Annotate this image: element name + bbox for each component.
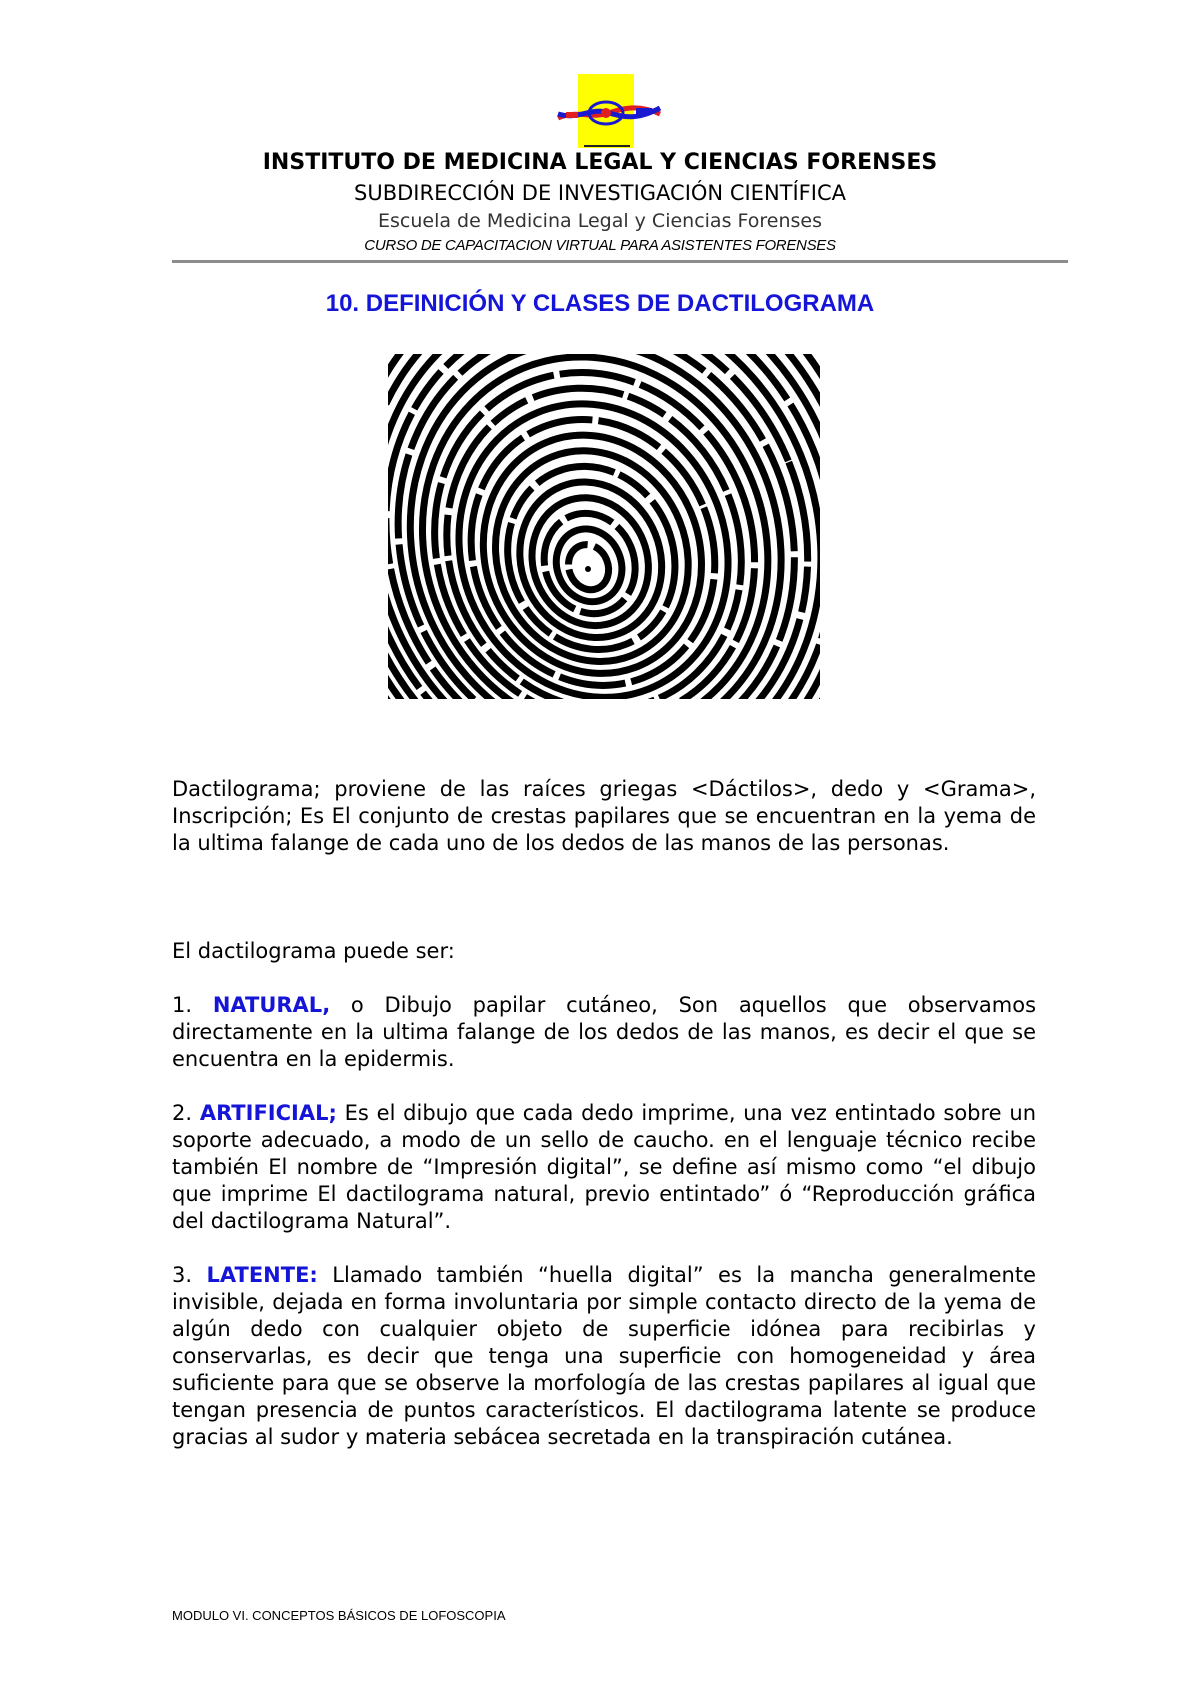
item-text: o Dibujo papilar cutáneo, Son aquellos que observamos directamente en la ultima falange de los dedos de las manos, es decir el que se encuentra en la epidermis. bbox=[172, 993, 1037, 1071]
item-number: 3. bbox=[172, 1263, 207, 1287]
item-number: 1. bbox=[172, 993, 213, 1017]
page-footer: MODULO VI. CONCEPTOS BÁSICOS DE LOFOSCOPIA bbox=[172, 1608, 506, 1623]
course-name: CURSO DE CAPACITACION VIRTUAL PARA ASISTENTES FORENSES bbox=[364, 237, 836, 254]
item-text: Es el dibujo que cada dedo imprime, una vez entintado sobre un soporte adecuado, a modo de un sello de caucho. en el lenguaje técnico recibe también El nombre de “Impresión digital”, se define así mismo como “el dibujo que imprime El dactilograma natural, previo entintado” ó “Reproducción gráfica del dactilograma Natural”. bbox=[172, 1101, 1037, 1233]
institute-name: INSTITUTO DE MEDICINA LEGAL Y CIENCIAS FORENSES bbox=[262, 150, 938, 175]
definition-paragraph: Dactilograma; proviene de las raíces griegas <Dáctilos>, dedo y <Grama>, Inscripción; Es El conjunto de crestas papilares que se encuentran en la yema de la ultima falange de cada uno de los dedos de las manos de las personas. bbox=[172, 777, 1036, 855]
institute-eye-logo-icon bbox=[556, 74, 662, 150]
item-term: ARTIFICIAL; bbox=[199, 1101, 337, 1125]
item-term: LATENTE: bbox=[206, 1263, 318, 1287]
item-text: Llamado también “huella digital” es la mancha generalmente invisible, dejada en forma involuntaria por simple contacto directo de la yema de algún dedo con cualquier objeto de superficie idónea para recibirlas y conservarlas, es decir que tenga una superficie con homogeneidad y área suficiente para que se observe la morfología de las crestas papilares al igual que tengan presencia de puntos característicos. El dactilograma latente se produce gracias al sudor y materia sebácea secretada en la transpiración cutánea. bbox=[172, 1263, 1036, 1449]
fingerprint-image-icon bbox=[388, 354, 820, 699]
school-name: Escuela de Medicina Legal y Ciencias Forenses bbox=[377, 210, 823, 232]
item-term: NATURAL, bbox=[212, 993, 331, 1017]
item-number: 2. bbox=[172, 1101, 200, 1125]
subdirection-name: SUBDIRECCIÓN DE INVESTIGACIÓN CIENTÍFICA bbox=[354, 181, 846, 205]
page-title: 10. DEFINICIÓN Y CLASES DE DACTILOGRAMA bbox=[325, 290, 875, 317]
list-item bbox=[172, 1100, 1036, 1235]
header-divider bbox=[172, 260, 1068, 263]
list-item bbox=[172, 1262, 1036, 1451]
intro-text: El dactilograma puede ser: bbox=[172, 939, 455, 963]
list-item bbox=[172, 992, 1036, 1073]
